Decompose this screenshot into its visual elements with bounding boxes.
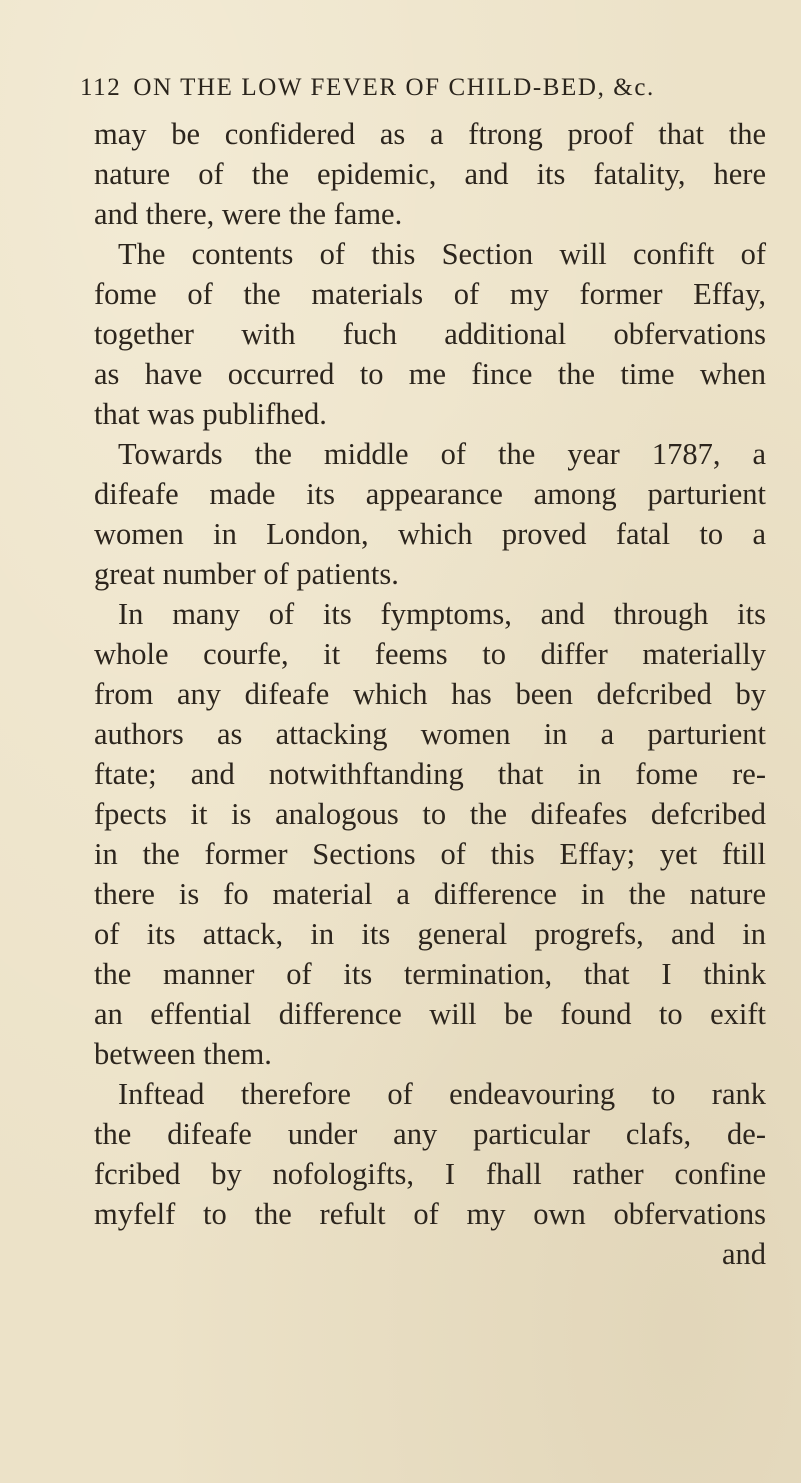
running-header <box>80 74 770 102</box>
text-line: myfelf to the refult of my own obfervations <box>94 1197 766 1231</box>
text-line: of its attack, in its general progrefs, and in <box>94 917 766 951</box>
text-line: that was publifhed. <box>94 397 327 431</box>
paragraph-start-line: Inftead therefore of endeavouring to rank <box>118 1077 766 1111</box>
catchword: and <box>721 1237 766 1271</box>
text-line: as have occurred to me fince the time when <box>94 357 766 391</box>
paragraph-start-line: In many of its fymptoms, and through its <box>118 597 766 631</box>
body-text <box>94 114 766 1274</box>
text-line: from any difeafe which has been defcribed by <box>94 677 766 711</box>
text-line: fpects it is analogous to the difeafes defcribed <box>94 797 766 831</box>
text-line: great number of patients. <box>94 557 399 591</box>
text-line: women in London, which proved fatal to a <box>94 517 766 551</box>
text-line: fcribed by nofologifts, I fhall rather confine <box>94 1157 766 1191</box>
text-line: difeafe made its appearance among parturient <box>94 477 766 511</box>
text-line: authors as attacking women in a parturient <box>94 717 766 751</box>
page-number: 112 <box>80 74 122 101</box>
text-line: and there, were the fame. <box>94 197 403 231</box>
text-line: an effential difference will be found to exift <box>94 997 766 1031</box>
paragraph-start-line: Towards the middle of the year 1787, a <box>118 437 766 471</box>
text-line: the manner of its termination, that I think <box>94 957 766 991</box>
paragraph-start-line: The contents of this Section will confift of <box>118 237 766 271</box>
text-line: between them. <box>94 1037 272 1071</box>
text-line: may be confidered as a ftrong proof that the <box>94 117 766 151</box>
text-line: fome of the materials of my former Effay, <box>94 277 766 311</box>
text-line: in the former Sections of this Effay; yet ftill <box>94 837 766 871</box>
text-line: nature of the epidemic, and its fatality, here <box>94 157 766 191</box>
running-title: ON THE LOW FEVER OF CHILD-BED, &c. <box>133 74 655 101</box>
text-line: there is fo material a difference in the nature <box>94 877 766 911</box>
text-line: ftate; and notwithftanding that in fome re- <box>94 757 766 791</box>
text-line: together with fuch additional obfervations <box>94 317 766 351</box>
text-line: whole courfe, it feems to differ materially <box>94 637 766 671</box>
text-line: the difeafe under any particular clafs, de- <box>94 1117 766 1151</box>
